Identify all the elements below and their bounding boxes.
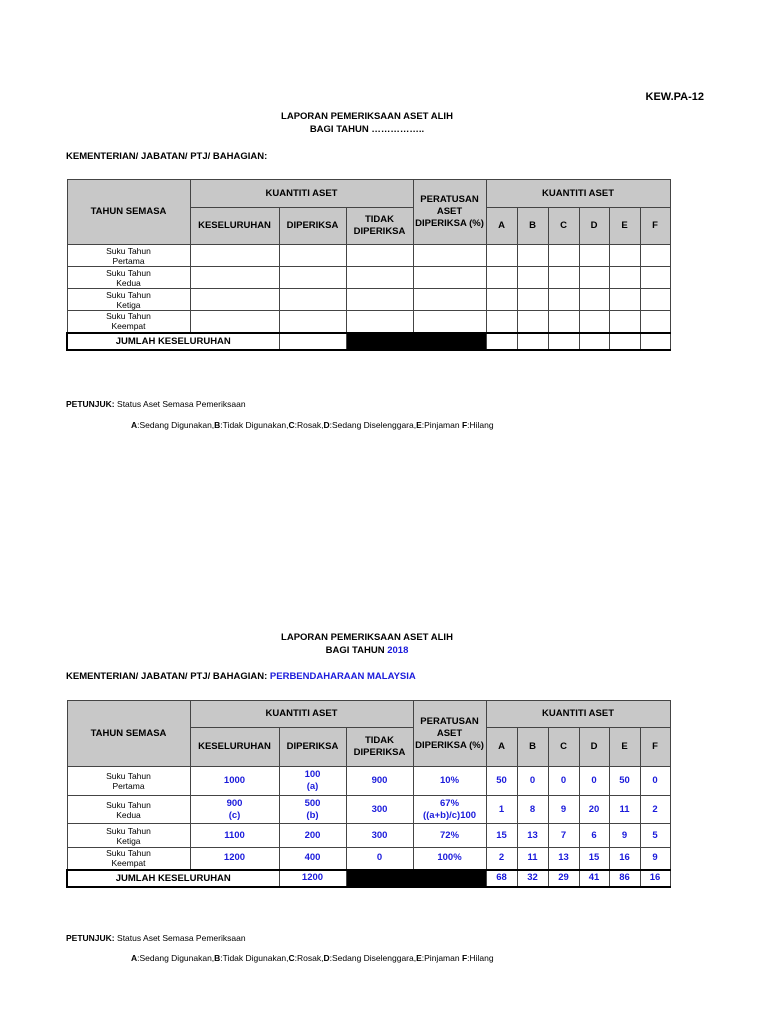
ministry-label: KEMENTERIAN/ JABATAN/ PTJ/ BAHAGIAN: <box>66 151 268 162</box>
note-blank <box>66 399 246 409</box>
cell-keseluruhan: 1100 <box>190 824 279 848</box>
cell-tidak-diperiksa: 900 <box>346 767 413 796</box>
asset-table-blank <box>66 179 671 351</box>
header-status-e: E <box>609 208 640 245</box>
header-status-c: C <box>548 728 579 767</box>
cell-status-a: 2 <box>486 848 517 870</box>
total-label: JUMLAH KESELURUHAN <box>67 870 279 887</box>
header-tahun-semasa: TAHUN SEMASA <box>67 180 190 245</box>
cell-keseluruhan: 1200 <box>190 848 279 870</box>
cell-peratusan: 72% <box>413 824 486 848</box>
header-peratusan: PERATUSAN ASET DIPERIKSA (%) <box>413 701 486 767</box>
report-title-text: LAPORAN PEMERIKSAAN ASET ALIH <box>281 111 453 122</box>
table-row <box>67 824 670 848</box>
note-label: PETUNJUK: <box>66 933 115 943</box>
cell-status-a: 50 <box>486 767 517 796</box>
header-peratusan: PERATUSAN ASET DIPERIKSA (%) <box>413 180 486 245</box>
cell-status-f: 2 <box>640 796 670 824</box>
table-row <box>67 848 670 870</box>
total-status-d: 41 <box>579 870 609 887</box>
cell-status-c: 9 <box>548 796 579 824</box>
cell-status-e: 11 <box>609 796 640 824</box>
report-title-text: LAPORAN PEMERIKSAAN ASET ALIH <box>281 632 453 643</box>
header-status-c: C <box>548 208 579 245</box>
form-code: KEW.PA-12 <box>645 91 704 103</box>
total-row <box>67 870 670 887</box>
cell-tidak-diperiksa: 300 <box>346 824 413 848</box>
total-status-b: 32 <box>517 870 548 887</box>
total-diperiksa: 1200 <box>279 870 346 887</box>
cell-status-a: 1 <box>486 796 517 824</box>
header-diperiksa: DIPERIKSA <box>279 208 346 245</box>
header-status-d: D <box>579 208 609 245</box>
note-text: Status Aset Semasa Pemeriksaan <box>117 933 246 943</box>
year-value: 2018 <box>387 645 409 656</box>
cell-diperiksa: 400 <box>279 848 346 870</box>
cell-status-b: 11 <box>517 848 548 870</box>
cell-status-d: 20 <box>579 796 609 824</box>
year-prefix: BAGI TAHUN <box>309 124 369 135</box>
cell-diperiksa: 200 <box>279 824 346 848</box>
table-row <box>67 767 670 796</box>
cell-status-f: 9 <box>640 848 670 870</box>
report-year-line <box>0 123 734 136</box>
cell-status-d: 6 <box>579 824 609 848</box>
header-status-e: E <box>609 728 640 767</box>
header-keseluruhan: KESELURUHAN <box>190 728 279 767</box>
legend-filled: A:Sedang Digunakan,B:Tidak Digunakan,C:Rosak,D:Sedang Diselenggara,E:Pinjaman F:Hilang <box>131 953 494 963</box>
ministry-line-blank <box>66 151 267 162</box>
cell-status-e: 50 <box>609 767 640 796</box>
cell-peratusan: 67% ((a+b)/c)100 <box>413 796 486 824</box>
year-value: …………….. <box>371 124 425 135</box>
cell-status-c: 7 <box>548 824 579 848</box>
cell-tidak-diperiksa: 300 <box>346 796 413 824</box>
note-text: Status Aset Semasa Pemeriksaan <box>117 399 246 409</box>
note-label: PETUNJUK: <box>66 399 115 409</box>
note-filled <box>66 933 246 943</box>
header-status-d: D <box>579 728 609 767</box>
header-tahun-semasa: TAHUN SEMASA <box>67 701 190 767</box>
cell-status-c: 0 <box>548 767 579 796</box>
cell-status-e: 16 <box>609 848 640 870</box>
header-tidak-diperiksa: TIDAK DIPERIKSA <box>346 728 413 767</box>
cell-tidak-diperiksa: 0 <box>346 848 413 870</box>
ministry-label: KEMENTERIAN/ JABATAN/ PTJ/ BAHAGIAN: <box>66 671 268 682</box>
header-status-f: F <box>640 728 670 767</box>
table-row <box>67 311 670 333</box>
row-label-q1: Suku Tahun Pertama <box>67 767 190 796</box>
total-label: JUMLAH KESELURUHAN <box>67 333 279 350</box>
cell-peratusan: 100% <box>413 848 486 870</box>
cell-status-e: 9 <box>609 824 640 848</box>
cell-peratusan: 10% <box>413 767 486 796</box>
header-tidak-diperiksa: TIDAK DIPERIKSA <box>346 208 413 245</box>
row-label-q4: Suku Tahun Keempat <box>67 848 190 870</box>
cell-keseluruhan: 900 (c) <box>190 796 279 824</box>
row-label-q1: Suku Tahun Pertama <box>67 245 190 267</box>
ministry-value: PERBENDAHARAAN MALAYSIA <box>269 671 416 682</box>
header-kuantiti-aset-status: KUANTITI ASET <box>486 180 670 208</box>
total-diperiksa <box>279 333 346 350</box>
total-status-e: 86 <box>609 870 640 887</box>
cell-keseluruhan: 1000 <box>190 767 279 796</box>
table-row <box>67 289 670 311</box>
header-kuantiti-aset: KUANTITI ASET <box>190 180 413 208</box>
cell-status-b: 0 <box>517 767 548 796</box>
row-label-q3: Suku Tahun Ketiga <box>67 824 190 848</box>
cell-diperiksa: 100 (a) <box>279 767 346 796</box>
year-prefix: BAGI TAHUN <box>325 645 385 656</box>
legend-blank: A:Sedang Digunakan,B:Tidak Digunakan,C:Rosak,D:Sedang Diselenggara,E:Pinjaman F:Hilang <box>131 420 494 430</box>
cell-status-a: 15 <box>486 824 517 848</box>
row-label-q2: Suku Tahun Kedua <box>67 267 190 289</box>
total-status-a: 68 <box>486 870 517 887</box>
ministry-line-filled <box>66 671 416 682</box>
table-row <box>67 245 670 267</box>
header-keseluruhan: KESELURUHAN <box>190 208 279 245</box>
cell-diperiksa: 500 (b) <box>279 796 346 824</box>
cell-status-f: 0 <box>640 767 670 796</box>
cell-status-d: 0 <box>579 767 609 796</box>
report-year-line <box>0 644 734 657</box>
header-kuantiti-aset-status: KUANTITI ASET <box>486 701 670 728</box>
report-title-blank <box>0 110 734 136</box>
cell-status-b: 8 <box>517 796 548 824</box>
cell-status-b: 13 <box>517 824 548 848</box>
black-cell <box>346 333 486 350</box>
header-status-f: F <box>640 208 670 245</box>
report-title-filled <box>0 631 734 657</box>
header-kuantiti-aset: KUANTITI ASET <box>190 701 413 728</box>
row-label-q4: Suku Tahun Keempat <box>67 311 190 333</box>
header-status-b: B <box>517 728 548 767</box>
table-row <box>67 796 670 824</box>
asset-table-filled <box>66 700 671 888</box>
row-label-q2: Suku Tahun Kedua <box>67 796 190 824</box>
cell-status-d: 15 <box>579 848 609 870</box>
total-status-c: 29 <box>548 870 579 887</box>
header-status-b: B <box>517 208 548 245</box>
total-row <box>67 333 670 350</box>
table-row <box>67 267 670 289</box>
black-cell <box>346 870 486 887</box>
header-diperiksa: DIPERIKSA <box>279 728 346 767</box>
row-label-q3: Suku Tahun Ketiga <box>67 289 190 311</box>
header-status-a: A <box>486 728 517 767</box>
cell-status-c: 13 <box>548 848 579 870</box>
total-status-f: 16 <box>640 870 670 887</box>
header-status-a: A <box>486 208 517 245</box>
cell-status-f: 5 <box>640 824 670 848</box>
